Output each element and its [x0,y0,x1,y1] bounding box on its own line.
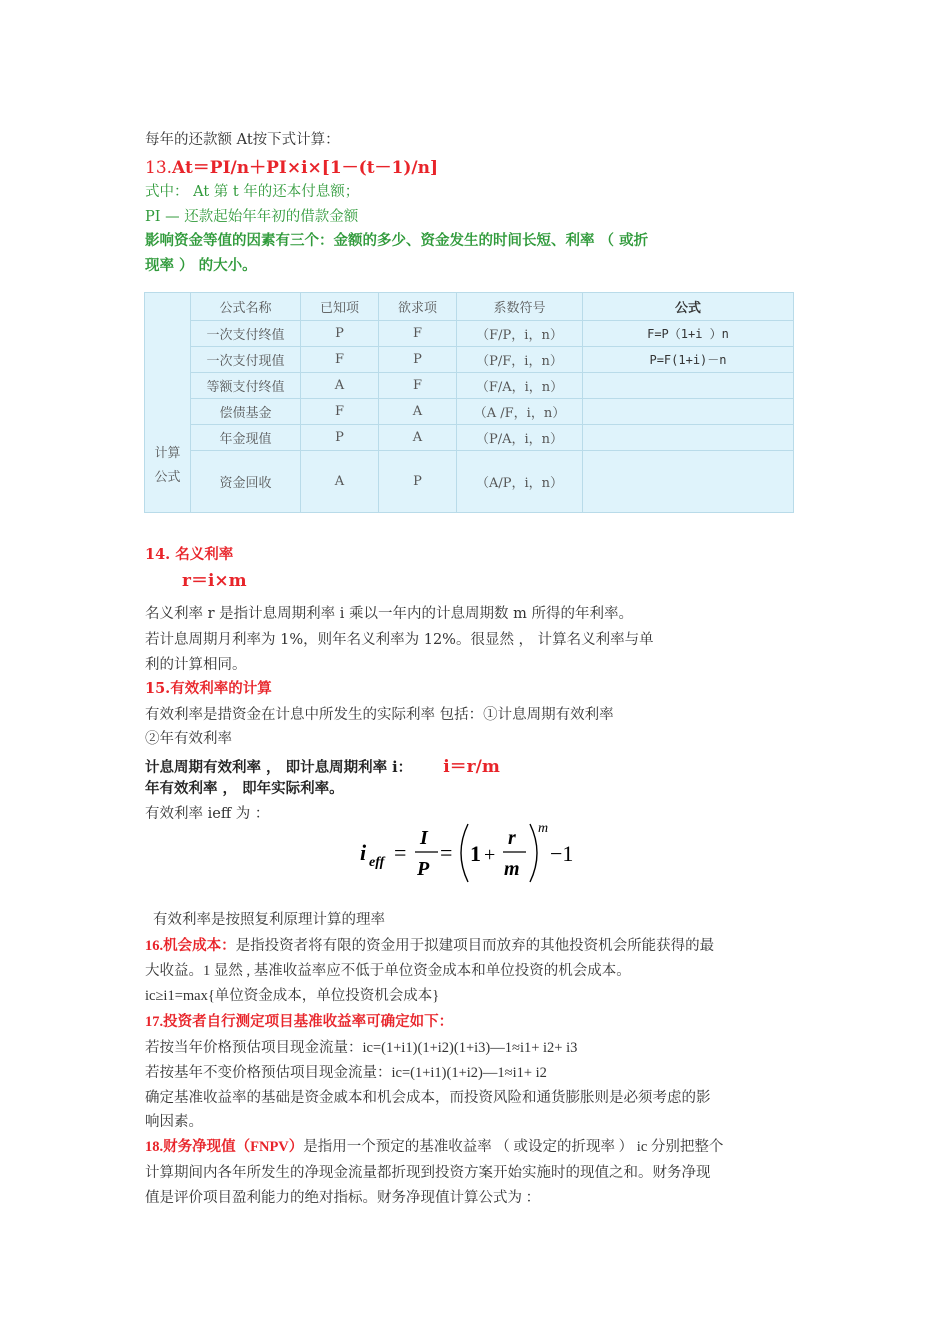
table-cell: 偿债基金 [191,399,301,425]
svg-text:=: = [394,840,407,865]
effective-rate-equation [360,818,600,888]
table-cell [583,451,794,513]
text-line: 利的计算相同。 [145,657,247,673]
section-title-18: 18.财务净现值（FNPV） [145,1139,304,1155]
table-cell: （F/P，i，n） [457,321,583,347]
svg-text:m: m [504,858,520,880]
text-line: PI — 还款起始年年初的借款金额 [145,209,359,225]
table-cell: （F/A，i，n） [457,373,583,399]
table-header: 系数符号 [457,293,583,321]
table-cell: （A/P，i，n） [457,451,583,513]
table-cell [583,373,794,399]
text-line: 若按基年不变价格预估项目现金流量：ic=(1+i1)(1+i2)—1≈i1+ i2 [145,1065,547,1081]
table-cell: 年金现值 [191,425,301,451]
table-cell: P [301,321,379,347]
text-line: ic≥i1=max{单位资金成本，单位投资机会成本} [145,988,440,1004]
table-cell: 资金回收 [191,451,301,513]
section-title-15: 15.有效利率的计算 [145,680,272,697]
key-point: 影响资金等值的因素有三个：金额的多少、资金发生的时间长短、利率 （ 或折 [145,232,649,249]
formula-13 [145,153,438,178]
table-cell: （A /F，i，n） [457,399,583,425]
svg-text:P: P [417,858,430,880]
text-line: 大收益。1 显然 , 基准收益率应不低于单位资金成本和单位投资的机会成本。 [145,963,631,979]
table-cell: F [379,321,457,347]
table-row [145,321,794,347]
table-header: 公式 [583,293,794,321]
table-cell: P [379,347,457,373]
formula-table [144,292,794,513]
text-line: 计息周期有效利率 ， 即计息周期利率 i： i＝r/m [145,757,500,777]
table-cell: F [379,373,457,399]
text-line: 若计息周期月利率为 1%，则年名义利率为 12%。很显然 ， 计算名义利率与单 [145,632,654,648]
text-line: 有效利率是按照复利原理计算的理率 [153,912,385,928]
section-title-17: 17.投资者自行测定项目基准收益率可确定如下： [145,1014,454,1030]
text-line: 是指投资者将有限的资金用于拟建项目而放弃的其他投资机会所能获得的最 [235,938,715,954]
table-cell: 等额支付终值 [191,373,301,399]
side-label: 计算 公式 [145,293,191,513]
text-line: 有效利率是措资金在计息中所发生的实际利率 包括：①计息周期有效利率 [145,707,614,723]
table-cell: A [301,451,379,513]
table-row [145,425,794,451]
text-line: 值是评价项目盈利能力的绝对指标。财务净现值计算公式为 ： [145,1190,541,1206]
table-header: 欲求项 [379,293,457,321]
svg-text:r: r [508,827,516,849]
table-cell [583,425,794,451]
table-cell [583,399,794,425]
text-line: 式中： At 第 t 年的还本付息额； [145,184,360,200]
svg-text:−1: −1 [550,841,574,866]
table-cell: （P/A，i，n） [457,425,583,451]
svg-text:I: I [420,827,428,849]
text-line: 年有效利率 ， 即年实际利率。 [145,780,344,797]
table-cell: 一次支付现值 [191,347,301,373]
text-line: ②年有效利率 [145,731,232,747]
text-line: 名义利率 r 是指计息周期利率 i 乘以一年内的计息周期数 m 所得的年利率。 [145,606,633,622]
section-18 [145,1135,723,1156]
text-line: 有效利率 ieff 为 ： [145,806,270,822]
table-header: 公式名称 [191,293,301,321]
period-rate-formula: i＝r/m [443,757,500,777]
table-cell: A [379,425,457,451]
table-row [145,399,794,425]
table-row [145,373,794,399]
text-line: 确定基准收益率的基础是资金戚本和机会成本，而投资风险和通货膨胀则是必须考虑的影 [145,1090,711,1106]
table-cell: A [379,399,457,425]
svg-text:=: = [440,840,453,865]
svg-text:+: + [484,844,496,866]
table-cell: F [301,347,379,373]
key-point: 现率 ） 的大小。 [145,257,257,274]
svg-text:m: m [538,821,549,836]
svg-text:i: i [360,840,367,865]
table-cell: F=P（1+i ）n [583,321,794,347]
table-cell: P [379,451,457,513]
text-line: 若按当年价格预估项目现金流量：ic=(1+i1)(1+i2)(1+i3)—1≈i1+ i2+ i3 [145,1040,578,1056]
table-row [145,451,794,513]
section-title-16: 16.机会成本： [145,938,236,954]
table-cell: 一次支付终值 [191,321,301,347]
svg-text:eff: eff [369,855,385,870]
table-header: 已知项 [301,293,379,321]
text-line: 响因素。 [145,1114,203,1130]
text-line: 计算期间内各年所发生的净现金流量都折现到投资方案开始实施时的现值之和。财务净现 [145,1165,711,1181]
svg-text:1: 1 [470,841,481,866]
table-cell: （P/F，i，n） [457,347,583,373]
table-cell: P [301,425,379,451]
table-cell: A [301,373,379,399]
item-number: 13. [145,158,173,178]
repayment-formula: At＝PI/n＋PI×i×[1－(t－1)/n] [172,158,439,178]
table-cell: P=F(1+i)－n [583,347,794,373]
table-cell: F [301,399,379,425]
text-line: 是指用一个预定的基准收益率 （ 或设定的折现率 ） ic 分别把整个 [303,1139,724,1155]
section-title-14: 14. 名义利率 [145,546,234,563]
table-row [145,347,794,373]
text-line: 每年的还款额 At按下式计算： [145,132,340,148]
nominal-rate-formula: r＝i×m [182,571,247,591]
section-16 [145,934,714,955]
